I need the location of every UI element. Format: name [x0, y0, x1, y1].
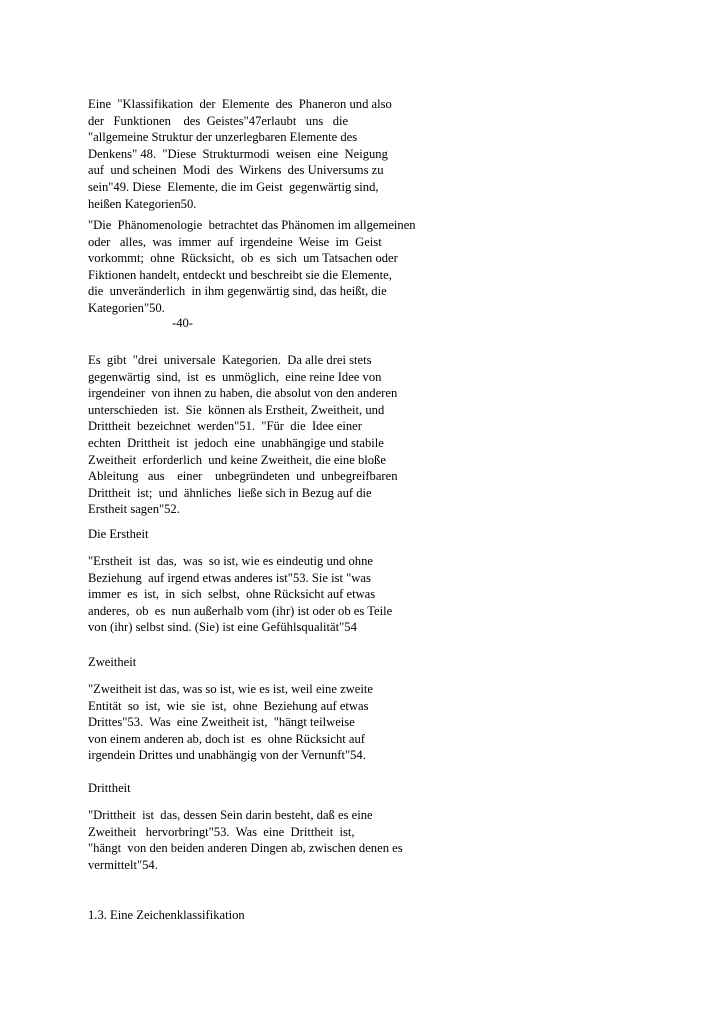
heading-erstheit: Die Erstheit — [88, 527, 149, 541]
text-line: unterschieden ist. Sie können als Erstheit, Zweitheit, und — [88, 402, 385, 417]
paragraph-drittheit — [88, 807, 408, 873]
text-line: Zweitheit erforderlich und keine Zweitheit, die eine bloße — [88, 452, 386, 467]
text-line: echten Drittheit ist jedoch eine unabhängige und stabile — [88, 435, 384, 450]
heading-zeichenklassifikation: 1.3. Eine Zeichenklassifikation — [88, 908, 245, 922]
text-line: Es gibt "drei universale Kategorien. Da alle drei stets — [88, 353, 372, 367]
text-line: Drittheit bezeichnet werden"51. "Für die Idee einer — [88, 419, 362, 434]
heading-drittheit: Drittheit — [88, 781, 131, 795]
text-line: vermittelt"54. — [88, 857, 158, 872]
text-line: oder alles, was immer auf irgendeine Weise im Geist — [88, 234, 382, 249]
text-line: Eine "Klassifikation der Elemente des Phaneron und also — [88, 97, 392, 111]
text-line: sein"49. Diese Elemente, die im Geist gegenwärtig sind, — [88, 179, 379, 194]
text-line: die unveränderlich in ihm gegenwärtig sind, das heißt, die — [88, 284, 387, 299]
text-line: Ableitung aus einer unbegründeten und unbegreifbaren — [88, 469, 398, 484]
text-line: "Drittheit ist das, dessen Sein darin besteht, daß es eine — [88, 808, 373, 822]
paragraph-phaneron — [88, 96, 408, 212]
text-line: Drittes"53. Was eine Zweitheit ist, "hängt teilweise — [88, 715, 355, 730]
paragraph-phaenomenologie — [88, 217, 416, 317]
paragraph-zweitheit — [88, 681, 408, 764]
text-line: Erstheit sagen"52. — [88, 502, 180, 517]
text-line: "allgemeine Struktur der unzerlegbaren Elemente des — [88, 130, 358, 145]
text-line: "Zweitheit ist das, was so ist, wie es ist, weil eine zweite — [88, 682, 373, 696]
text-line: irgendein Drittes und unabhängig von der Vernunft"54. — [88, 748, 366, 763]
text-line: vorkommt; ohne Rücksicht, ob es sich um Tatsachen oder — [88, 251, 398, 266]
paragraph-kategorien — [88, 352, 408, 518]
text-line: Drittheit ist; und ähnliches ließe sich in Bezug auf die — [88, 485, 372, 500]
text-line: auf und scheinen Modi des Wirkens des Universums zu — [88, 163, 384, 178]
text-line: heißen Kategorien50. — [88, 196, 197, 211]
text-line: "Die Phänomenologie betrachtet das Phänomen im allgemeinen — [88, 218, 416, 232]
text-line: gegenwärtig sind, ist es unmöglich, eine reine Idee von — [88, 369, 382, 384]
text-line: der Funktionen des Geistes"47erlaubt uns die — [88, 113, 349, 128]
text-line: anderes, ob es nun außerhalb vom (ihr) ist oder ob es Teile — [88, 603, 393, 618]
text-line: "Erstheit ist das, was so ist, wie es eindeutig und ohne — [88, 554, 373, 568]
text-line: Entität so ist, wie sie ist, ohne Beziehung auf etwas — [88, 698, 369, 713]
text-line: Fiktionen handelt, entdeckt und beschreibt sie die Elemente, — [88, 267, 392, 282]
paragraph-erstheit — [88, 553, 408, 636]
text-line: Beziehung auf irgend etwas anderes ist"53. Sie ist "was — [88, 570, 371, 585]
text-line: Denkens" 48. "Diese Strukturmodi weisen eine Neigung — [88, 146, 388, 161]
text-line: irgendeiner von ihnen zu haben, die absolut von den anderen — [88, 386, 398, 401]
text-line: von einem anderen ab, doch ist es ohne Rücksicht auf — [88, 731, 365, 746]
heading-zweitheit: Zweitheit — [88, 655, 137, 669]
text-line: Kategorien"50. — [88, 300, 165, 315]
text-line: von (ihr) selbst sind. (Sie) ist eine Gefühlsqualität"54 — [88, 620, 357, 635]
text-line: "hängt von den beiden anderen Dingen ab, zwischen denen es — [88, 841, 403, 856]
text-line: immer es ist, in sich selbst, ohne Rücksicht auf etwas — [88, 587, 376, 602]
page-number: -40- — [172, 316, 193, 330]
text-line: Zweitheit hervorbringt"53. Was eine Drittheit ist, — [88, 824, 355, 839]
